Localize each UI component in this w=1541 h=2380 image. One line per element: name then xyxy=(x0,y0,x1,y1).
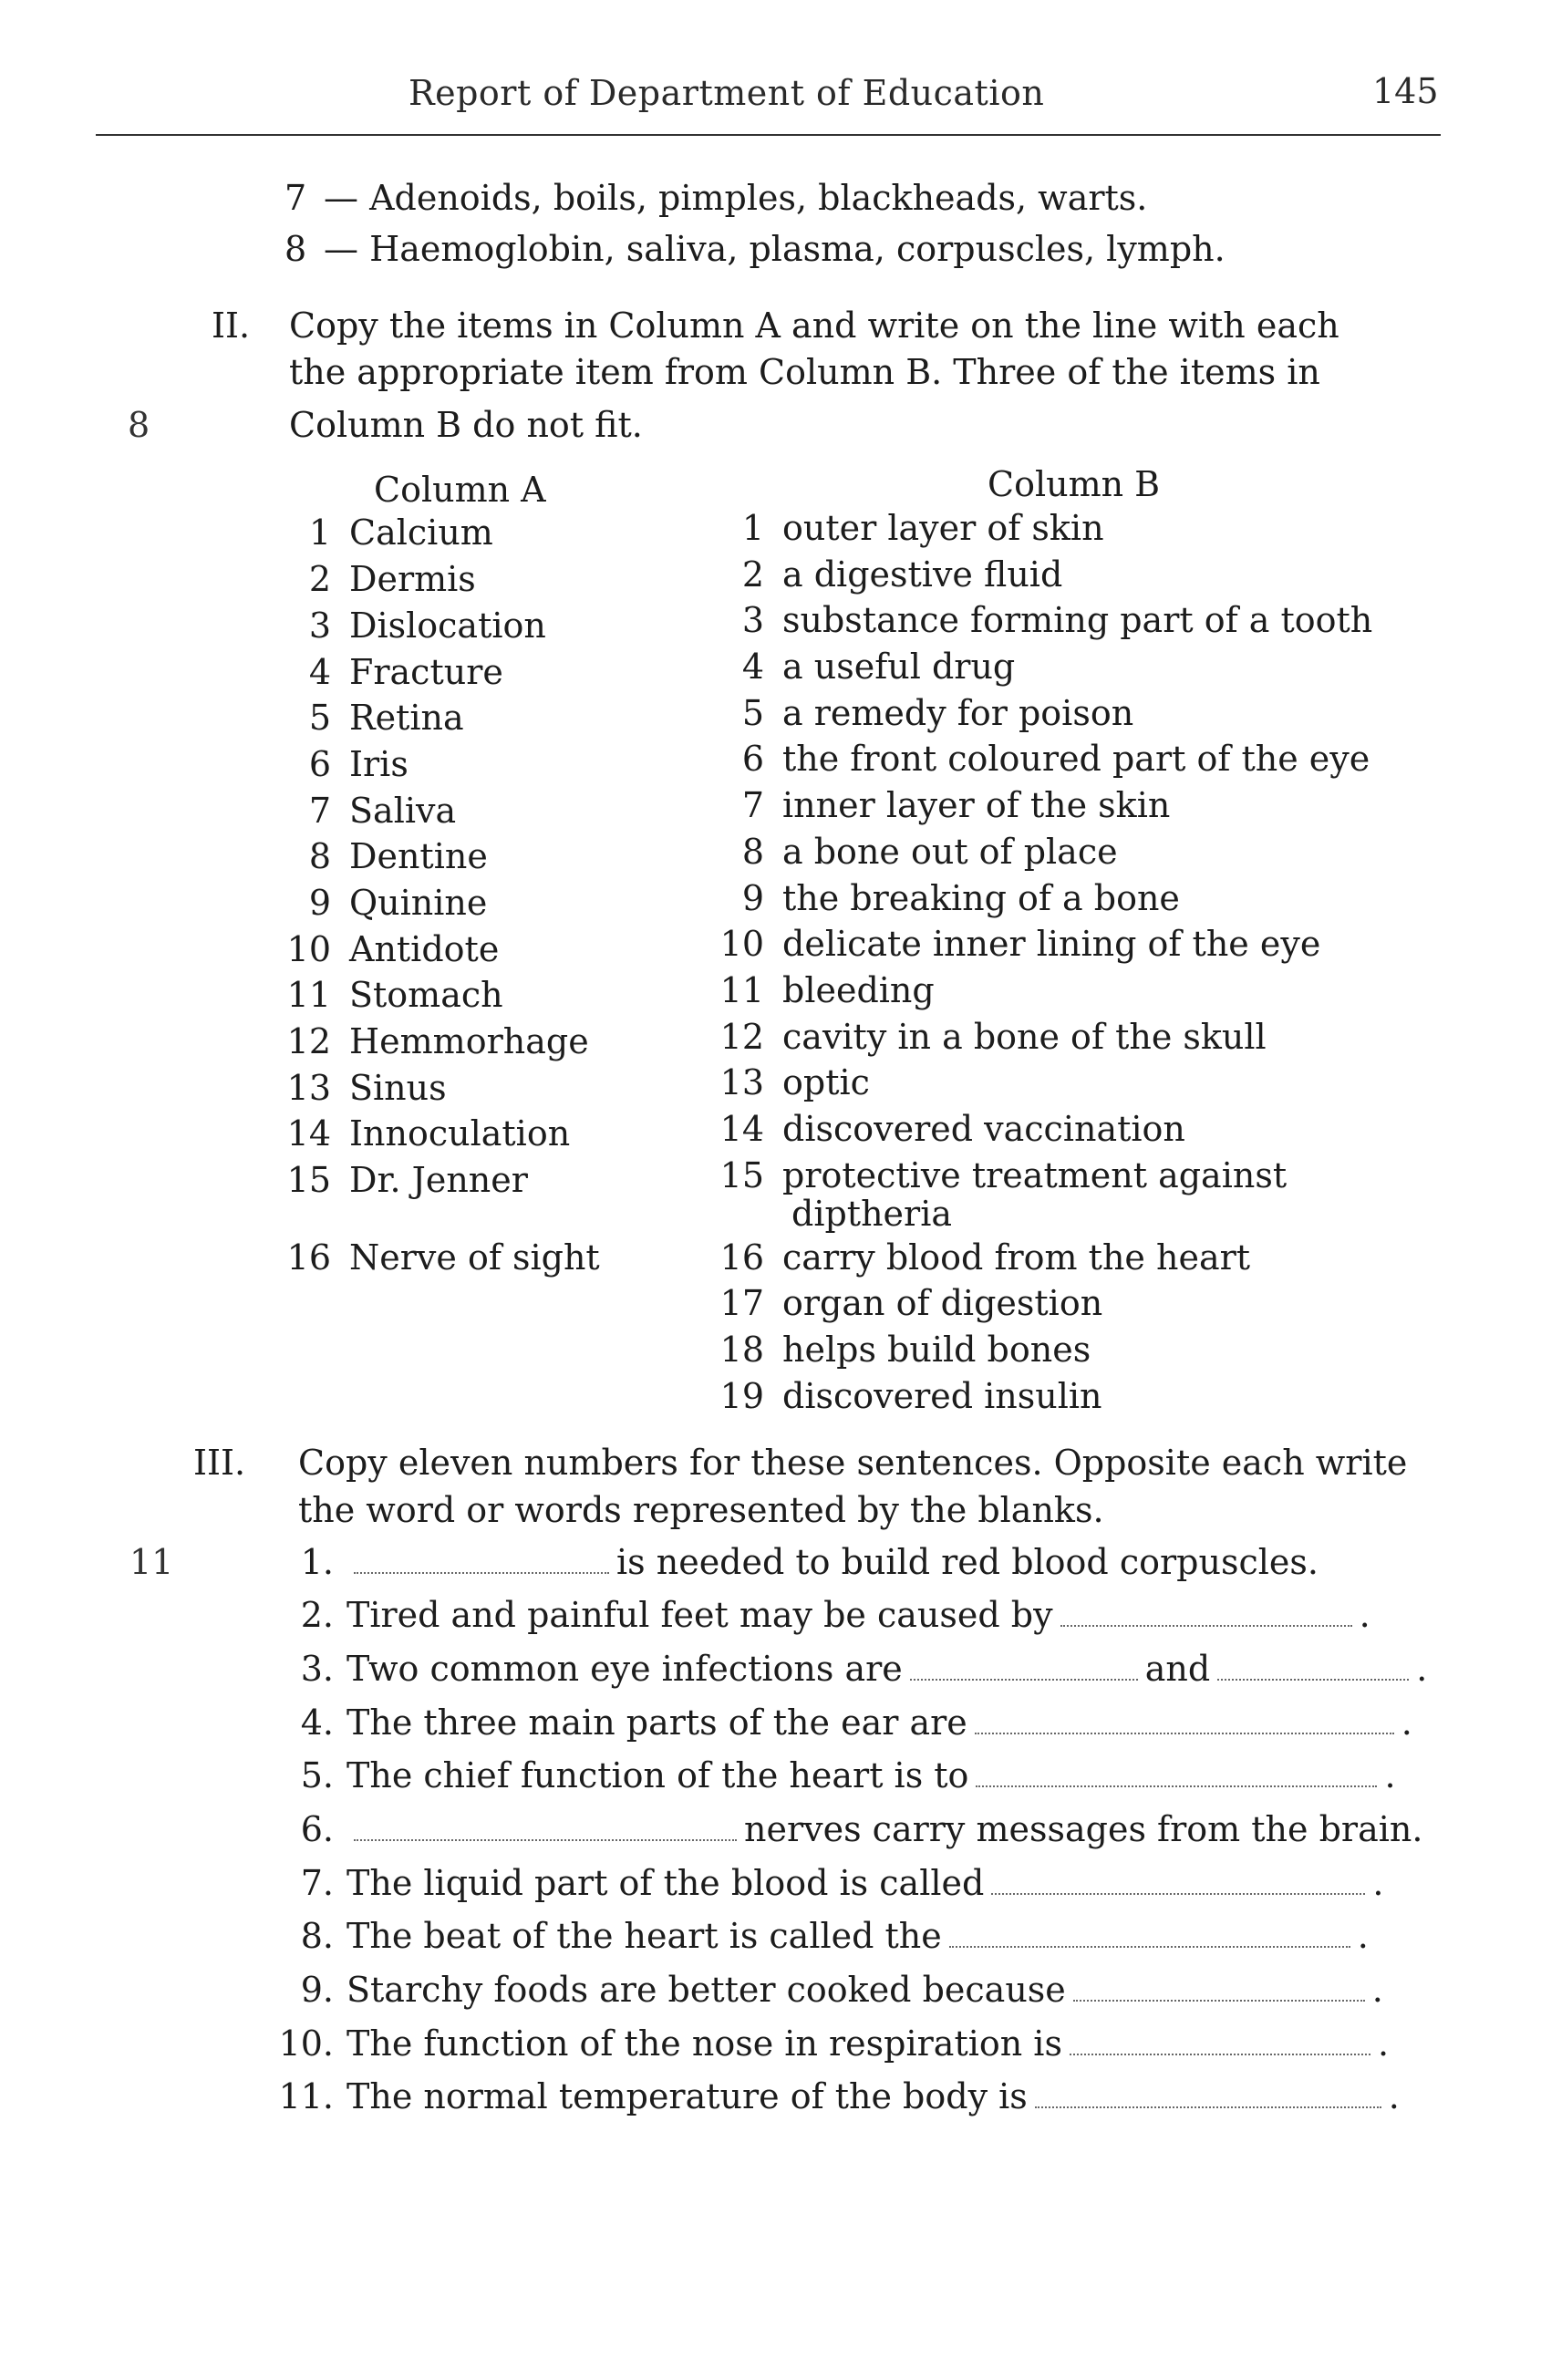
column-a-item: Fracture xyxy=(349,652,503,692)
column-a-number: 5 xyxy=(308,698,331,738)
page-number: 145 xyxy=(1372,71,1439,111)
column-b-number: 8 xyxy=(741,832,764,872)
question-number: 2. xyxy=(300,1595,334,1635)
answer-blank xyxy=(991,1893,1365,1895)
answer-blank xyxy=(949,1946,1350,1948)
column-a-item: Dr. Jenner xyxy=(349,1160,528,1200)
item-text: — Haemoglobin, saliva, plasma, corpuscles, lymph. xyxy=(324,229,1226,269)
column-a-item: Dermis xyxy=(349,559,476,599)
item-text: — Adenoids, boils, pimples, blackheads, warts. xyxy=(324,178,1148,218)
column-b-item: discovered insulin xyxy=(782,1376,1102,1416)
column-b-item: cavity in a bone of the skull xyxy=(782,1017,1267,1057)
question-text: Two common eye infections are xyxy=(346,1649,903,1689)
column-a-number: 4 xyxy=(308,652,331,692)
question-row xyxy=(272,1595,1370,1635)
question-text: The function of the nose in respiration is xyxy=(346,2023,1062,2064)
question-period: . xyxy=(1388,2076,1400,2116)
column-b-number: 3 xyxy=(741,600,764,640)
question-number: 5. xyxy=(300,1755,334,1795)
item-number: 7 xyxy=(284,178,307,218)
answer-blank xyxy=(1070,2054,1370,2055)
column-a-number: 3 xyxy=(308,605,331,646)
column-b-item: discovered vaccination xyxy=(782,1109,1185,1149)
column-a-item: Innoculation xyxy=(349,1113,571,1154)
question-number: 9. xyxy=(300,1970,334,2010)
question-number: 3. xyxy=(300,1649,334,1689)
question-period: . xyxy=(1359,1595,1370,1635)
column-b-title: Column B xyxy=(988,464,1161,504)
column-a-item: Antidote xyxy=(349,929,500,969)
question-number: 11. xyxy=(278,2076,334,2116)
question-text: The beat of the heart is called the xyxy=(346,1916,942,1956)
column-a-number: 12 xyxy=(286,1021,331,1061)
column-a-number: 15 xyxy=(286,1160,331,1200)
answer-blank xyxy=(1060,1625,1352,1627)
column-b-number: 18 xyxy=(719,1330,764,1370)
instruction-line: the word or words represented by the blanks. xyxy=(298,1490,1104,1530)
answer-blank xyxy=(354,1839,737,1841)
column-b-item: delicate inner lining of the eye xyxy=(782,924,1321,964)
column-b-number: 14 xyxy=(719,1109,764,1149)
column-a-number: 7 xyxy=(308,791,331,831)
question-row xyxy=(272,1755,1396,1795)
question-row xyxy=(272,2076,1400,2116)
section-number: II. xyxy=(212,305,251,346)
question-text: The three main parts of the ear are xyxy=(346,1702,967,1743)
question-row xyxy=(272,2023,1390,2064)
question-number: 6. xyxy=(300,1809,334,1849)
column-a-item: Stomach xyxy=(349,975,503,1015)
question-row xyxy=(272,1916,1369,1956)
column-b-item: a digestive fluid xyxy=(782,554,1063,595)
question-text: The chief function of the heart is to xyxy=(346,1755,969,1795)
column-a-number: 16 xyxy=(286,1237,331,1278)
column-b-item: a remedy for poison xyxy=(782,693,1134,733)
column-b-number: 9 xyxy=(741,878,764,918)
column-b-number: 15 xyxy=(719,1155,764,1195)
question-text: The liquid part of the blood is called xyxy=(346,1863,985,1903)
column-a-item: Hemmorhage xyxy=(349,1021,589,1061)
column-b-item: the front coloured part of the eye xyxy=(782,739,1370,779)
header-rule xyxy=(96,134,1441,136)
column-a-number: 6 xyxy=(308,744,331,784)
column-a-item: Iris xyxy=(349,744,409,784)
margin-score: 8 xyxy=(128,405,150,445)
question-period: . xyxy=(1377,2023,1390,2064)
answer-blank xyxy=(976,1785,1377,1787)
column-b-number: 16 xyxy=(719,1237,764,1278)
column-b-item: substance forming part of a tooth xyxy=(782,600,1373,640)
column-b-item: protective treatment against xyxy=(782,1155,1288,1195)
column-a-number: 13 xyxy=(286,1068,331,1108)
question-number: 7. xyxy=(300,1863,334,1903)
column-a-item: Nerve of sight xyxy=(349,1237,600,1278)
column-b-number: 11 xyxy=(719,970,764,1010)
answer-blank xyxy=(1073,2000,1365,2002)
column-b-number: 2 xyxy=(741,554,764,595)
answer-blank xyxy=(354,1572,609,1574)
question-text: Tired and painful feet may be caused by xyxy=(346,1595,1053,1635)
column-b-item: outer layer of skin xyxy=(782,508,1104,548)
column-b-number: 13 xyxy=(719,1062,764,1102)
column-a-item: Quinine xyxy=(349,883,488,923)
column-b-item: carry blood from the heart xyxy=(782,1237,1251,1278)
question-text: is needed to build red blood corpuscles. xyxy=(616,1542,1319,1582)
margin-score: 11 xyxy=(129,1542,174,1582)
column-a-number: 1 xyxy=(308,512,331,553)
answer-blank xyxy=(910,1679,1138,1681)
instruction-line: Copy the items in Column A and write on the line with each xyxy=(289,305,1339,346)
column-a-number: 2 xyxy=(308,559,331,599)
column-b-number: 12 xyxy=(719,1017,764,1057)
column-a-number: 9 xyxy=(308,883,331,923)
column-b-item-continuation: diptheria xyxy=(791,1194,953,1234)
question-number: 1. xyxy=(300,1542,334,1582)
running-header: Report of Department of Education xyxy=(409,73,1045,113)
question-text: The normal temperature of the body is xyxy=(346,2076,1028,2116)
column-a-item: Dislocation xyxy=(349,605,546,646)
column-a-number: 8 xyxy=(308,836,331,876)
column-b-number: 7 xyxy=(741,785,764,825)
answer-blank xyxy=(1035,2106,1381,2108)
column-a-item: Calcium xyxy=(349,512,493,553)
instruction-line: Copy eleven numbers for these sentences. Opposite each write xyxy=(298,1443,1408,1483)
question-row xyxy=(272,1809,1423,1849)
column-b-item: helps build bones xyxy=(782,1330,1091,1370)
section-number: III. xyxy=(193,1443,246,1483)
column-b-item: organ of digestion xyxy=(782,1283,1103,1323)
column-a-number: 11 xyxy=(286,975,331,1015)
question-row xyxy=(272,1863,1384,1903)
question-text: Starchy foods are better cooked because xyxy=(346,1970,1066,2010)
item-number: 8 xyxy=(284,229,307,269)
column-b-item: a useful drug xyxy=(782,647,1016,687)
column-b-number: 10 xyxy=(719,924,764,964)
question-row xyxy=(272,1649,1428,1689)
question-period: . xyxy=(1416,1649,1428,1689)
column-a-item: Saliva xyxy=(349,791,457,831)
question-number: 4. xyxy=(300,1702,334,1743)
column-b-number: 1 xyxy=(741,508,764,548)
question-period: . xyxy=(1401,1702,1412,1743)
instruction-line: the appropriate item from Column B. Three of the items in xyxy=(289,352,1320,392)
column-a-number: 14 xyxy=(286,1113,331,1154)
question-period: . xyxy=(1372,1863,1384,1903)
question-number: 10. xyxy=(278,2023,334,2064)
question-text: and xyxy=(1144,1649,1211,1689)
column-a-item: Sinus xyxy=(349,1068,447,1108)
answer-blank xyxy=(1217,1679,1409,1681)
question-number: 8. xyxy=(300,1916,334,1956)
question-row xyxy=(272,1970,1383,2010)
instruction-line: Column B do not fit. xyxy=(289,405,643,445)
column-b-number: 19 xyxy=(719,1376,764,1416)
column-a-item: Dentine xyxy=(349,836,488,876)
column-b-number: 5 xyxy=(741,693,764,733)
question-row xyxy=(272,1542,1319,1582)
question-period: . xyxy=(1357,1916,1369,1956)
column-a-item: Retina xyxy=(349,698,464,738)
column-b-item: inner layer of the skin xyxy=(782,785,1171,825)
question-period: . xyxy=(1384,1755,1396,1795)
column-b-item: bleeding xyxy=(782,970,935,1010)
column-b-item: optic xyxy=(782,1062,870,1102)
column-b-number: 17 xyxy=(719,1283,764,1323)
column-a-title: Column A xyxy=(374,470,546,510)
question-row xyxy=(272,1702,1412,1743)
question-text: nerves carry messages from the brain. xyxy=(744,1809,1423,1849)
column-b-number: 6 xyxy=(741,739,764,779)
column-b-item: a bone out of place xyxy=(782,832,1118,872)
column-b-item: the breaking of a bone xyxy=(782,878,1180,918)
answer-blank xyxy=(975,1733,1394,1734)
column-a-number: 10 xyxy=(286,929,331,969)
question-period: . xyxy=(1371,1970,1383,2010)
column-b-number: 4 xyxy=(741,647,764,687)
